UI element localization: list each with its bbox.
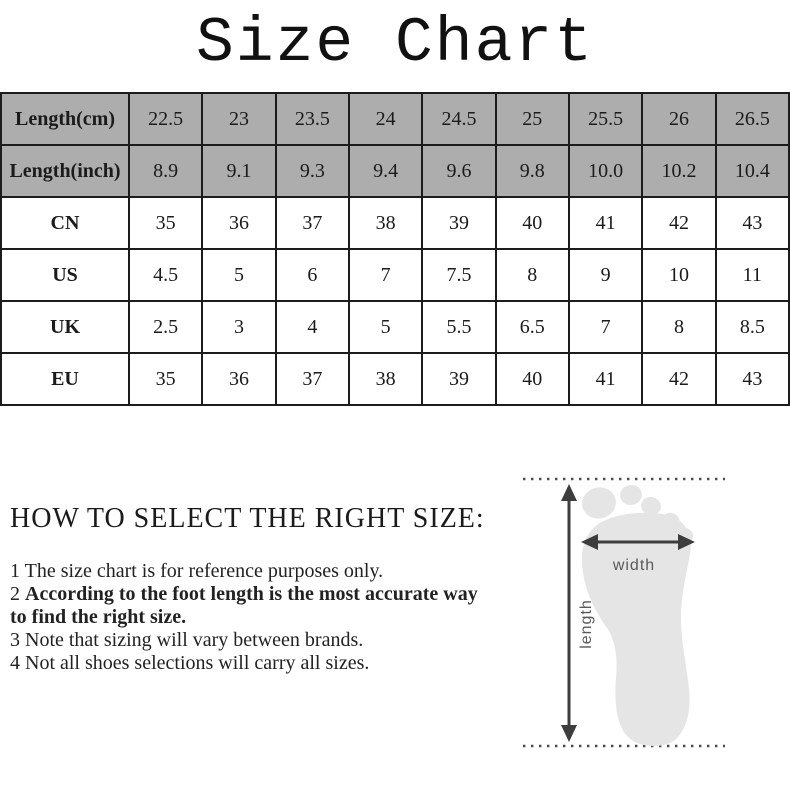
table-row bbox=[1, 301, 789, 353]
size-cell: 39 bbox=[422, 353, 495, 405]
note-number: 2 bbox=[10, 583, 25, 605]
row-label: US bbox=[1, 249, 129, 301]
size-cell: 37 bbox=[276, 353, 349, 405]
size-cell: 3 bbox=[202, 301, 275, 353]
size-cell: 4 bbox=[276, 301, 349, 353]
size-cell: 9.4 bbox=[349, 145, 422, 197]
page-title: Size Chart bbox=[195, 8, 595, 79]
size-cell: 38 bbox=[349, 197, 422, 249]
size-cell: 10.0 bbox=[569, 145, 642, 197]
row-label: Length(inch) bbox=[1, 145, 129, 197]
table-row bbox=[1, 93, 789, 145]
row-label: Length(cm) bbox=[1, 93, 129, 145]
size-cell: 24.5 bbox=[422, 93, 495, 145]
size-cell: 8.5 bbox=[716, 301, 789, 353]
table-row bbox=[1, 145, 789, 197]
size-cell: 36 bbox=[202, 197, 275, 249]
foot-measurement-diagram bbox=[510, 460, 790, 790]
size-cell: 6.5 bbox=[496, 301, 569, 353]
note-text: Note that sizing will vary between brands. bbox=[25, 629, 364, 651]
size-cell: 41 bbox=[569, 197, 642, 249]
footprint-shape bbox=[579, 483, 696, 746]
row-label: CN bbox=[1, 197, 129, 249]
size-cell: 7.5 bbox=[422, 249, 495, 301]
size-table-body bbox=[1, 93, 789, 405]
size-cell: 43 bbox=[716, 353, 789, 405]
size-cell: 7 bbox=[569, 301, 642, 353]
row-label: EU bbox=[1, 353, 129, 405]
size-cell: 6 bbox=[276, 249, 349, 301]
size-cell: 37 bbox=[276, 197, 349, 249]
size-cell: 38 bbox=[349, 353, 422, 405]
size-cell: 8 bbox=[642, 301, 715, 353]
notes-list bbox=[10, 560, 488, 675]
note-number: 4 bbox=[10, 652, 25, 674]
note-number: 1 bbox=[10, 560, 25, 582]
size-cell: 2.5 bbox=[129, 301, 202, 353]
size-cell: 11 bbox=[716, 249, 789, 301]
size-cell: 22.5 bbox=[129, 93, 202, 145]
size-cell: 41 bbox=[569, 353, 642, 405]
size-cell: 8 bbox=[496, 249, 569, 301]
size-cell: 10 bbox=[642, 249, 715, 301]
size-cell: 25 bbox=[496, 93, 569, 145]
size-cell: 9.8 bbox=[496, 145, 569, 197]
size-cell: 40 bbox=[496, 353, 569, 405]
size-cell: 10.4 bbox=[716, 145, 789, 197]
size-cell: 35 bbox=[129, 197, 202, 249]
size-cell: 35 bbox=[129, 353, 202, 405]
note-text: The size chart is for reference purposes only. bbox=[24, 560, 384, 582]
size-table bbox=[0, 92, 790, 406]
size-cell: 43 bbox=[716, 197, 789, 249]
size-cell: 9 bbox=[569, 249, 642, 301]
size-cell: 42 bbox=[642, 353, 715, 405]
size-cell: 39 bbox=[422, 197, 495, 249]
size-cell: 5 bbox=[202, 249, 275, 301]
guide-heading: HOW TO SELECT THE RIGHT SIZE: bbox=[10, 503, 485, 534]
size-cell: 10.2 bbox=[642, 145, 715, 197]
note-text: According to the foot length is the most accurate way to find the right size. bbox=[10, 583, 478, 628]
note-text: Not all shoes selections will carry all sizes. bbox=[25, 652, 370, 674]
size-cell: 25.5 bbox=[569, 93, 642, 145]
size-cell: 36 bbox=[202, 353, 275, 405]
size-cell: 7 bbox=[349, 249, 422, 301]
size-cell: 9.1 bbox=[202, 145, 275, 197]
size-cell: 9.6 bbox=[422, 145, 495, 197]
size-cell: 23.5 bbox=[276, 93, 349, 145]
size-cell: 24 bbox=[349, 93, 422, 145]
table-row bbox=[1, 249, 789, 301]
size-cell: 40 bbox=[496, 197, 569, 249]
note-number: 3 bbox=[10, 629, 25, 651]
size-cell: 9.3 bbox=[276, 145, 349, 197]
note-item bbox=[10, 652, 488, 675]
table-row bbox=[1, 197, 789, 249]
note-item bbox=[10, 583, 488, 629]
size-cell: 5.5 bbox=[422, 301, 495, 353]
size-cell: 26.5 bbox=[716, 93, 789, 145]
size-cell: 42 bbox=[642, 197, 715, 249]
length-arrow bbox=[561, 484, 577, 742]
size-cell: 8.9 bbox=[129, 145, 202, 197]
size-cell: 26 bbox=[642, 93, 715, 145]
length-label: length bbox=[578, 599, 595, 649]
size-cell: 4.5 bbox=[129, 249, 202, 301]
row-label: UK bbox=[1, 301, 129, 353]
foot-diagram-svg bbox=[510, 460, 790, 790]
size-cell: 23 bbox=[202, 93, 275, 145]
table-row bbox=[1, 353, 789, 405]
note-item bbox=[10, 560, 488, 583]
width-label: width bbox=[612, 557, 656, 574]
size-cell: 5 bbox=[349, 301, 422, 353]
note-item bbox=[10, 629, 488, 652]
